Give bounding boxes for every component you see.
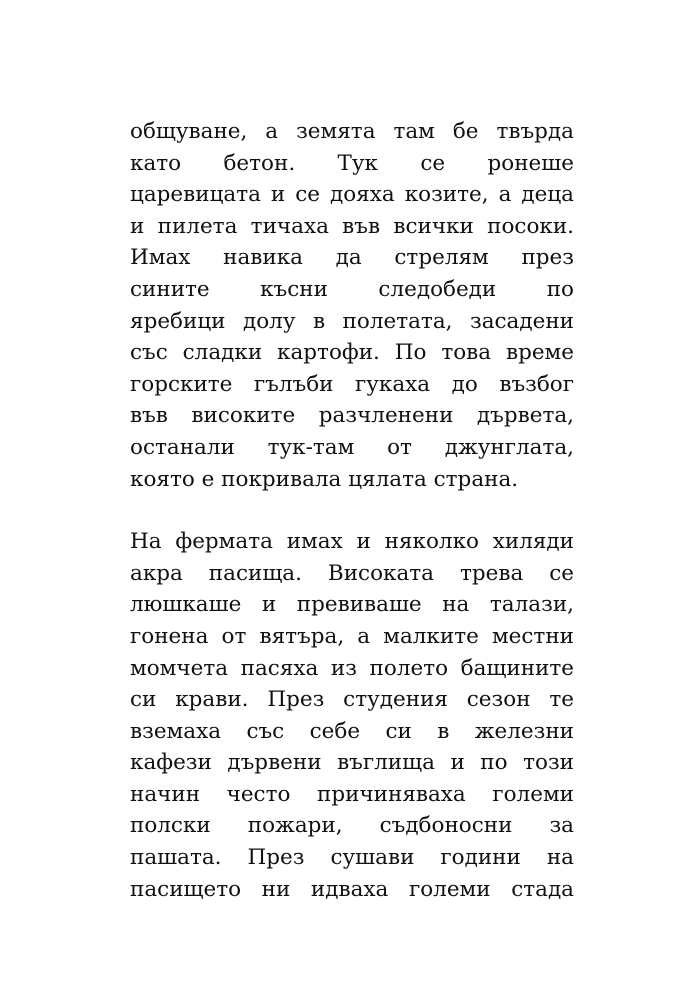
book-page xyxy=(130,116,574,936)
text-line: гонена от вятъра, а малките местни xyxy=(130,623,574,649)
text-line: полски пожари, съдбоносни за xyxy=(130,813,574,839)
text-line: акра пасища. Високата трева се xyxy=(130,560,574,586)
text-line: и пилета тичаха във всички посоки. xyxy=(130,213,574,239)
text-line: Имах навика да стрелям през xyxy=(130,245,574,271)
text-line: пашата. През сушави години на xyxy=(130,845,574,871)
text-line: останали тук-там от джунглата, xyxy=(130,434,574,460)
text-line: вземаха със себе си в железни xyxy=(130,718,574,744)
text-line: яребици долу в полетата, засадени xyxy=(130,308,574,334)
text-line: общуване, а земята там бе твърда xyxy=(130,119,574,144)
paragraph-2 xyxy=(130,526,574,905)
text-line: пасището ни идваха големи стада xyxy=(130,876,574,902)
paragraph-1 xyxy=(130,116,574,495)
text-line: момчета пасяха из полето бащините xyxy=(130,655,574,681)
text-line: със сладки картофи. По това време xyxy=(130,340,574,366)
text-line: която е покривала цялата страна. xyxy=(130,466,519,492)
text-line: кафези дървени въглища и по този xyxy=(130,750,574,776)
text-line: люшкаше и превиваше на талази, xyxy=(130,592,574,618)
text-line: сините късни следобеди по xyxy=(130,276,574,302)
text-line: царевицата и се дояха козите, а деца xyxy=(130,182,574,208)
text-line: На фермата имах и няколко хиляди xyxy=(130,529,574,555)
text-line: си крави. През студения сезон те xyxy=(130,687,574,713)
text-line: във високите разчленени дървета, xyxy=(130,403,574,429)
text-line: начин често причиняваха големи xyxy=(130,781,574,807)
text-line: горските гълъби гукаха до възбог xyxy=(130,371,574,397)
text-line: като бетон. Тук се ронеше xyxy=(130,150,574,176)
